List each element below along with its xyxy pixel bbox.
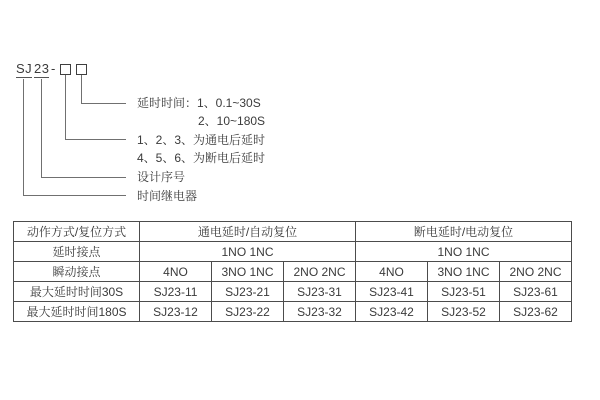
label-design-serial: 设计序号	[137, 170, 186, 184]
model-prefix: SJ	[16, 61, 33, 76]
cell-max180-model-0: SJ23-12	[140, 302, 212, 322]
connector-line-delay-mode-vertical	[65, 75, 66, 139]
cell-max180-model-5: SJ23-62	[500, 302, 572, 322]
cell-max30-model-2: SJ23-31	[284, 282, 356, 302]
connector-line-delay-mode-horizontal	[65, 139, 126, 140]
table-row-max-delay-30s	[14, 282, 572, 302]
connector-line-design-serial-vertical	[41, 79, 42, 177]
spec-table	[13, 221, 572, 322]
table-row-instant-contact	[14, 262, 572, 282]
connector-line-delay-time-vertical	[81, 75, 82, 103]
cell-max180-model-1: SJ23-22	[212, 302, 284, 322]
label-delay-time-range-2: 2、10~180S	[198, 114, 266, 128]
code-box-2	[76, 64, 87, 75]
cell-instant-contact-4: 3NO 1NC	[428, 262, 500, 282]
cell-instant-contact-3: 4NO	[356, 262, 428, 282]
table-row-action-mode	[14, 222, 572, 242]
cell-max180-label: 最大延时时间180S	[14, 302, 140, 322]
model-separator: -	[51, 61, 56, 76]
cell-instant-contact-2: 2NO 2NC	[284, 262, 356, 282]
cell-energize-group-header: 通电延时/自动复位	[140, 222, 356, 242]
label-energize-delay-codes: 1、2、3、为通电后延时	[137, 133, 266, 147]
connector-line-time-relay-horizontal	[23, 195, 126, 196]
cell-delay-contact-energize: 1NO 1NC	[140, 242, 356, 262]
cell-delay-contact-deenergize: 1NO 1NC	[356, 242, 572, 262]
code-box-1	[60, 64, 71, 75]
cell-max30-model-4: SJ23-51	[428, 282, 500, 302]
cell-max30-model-1: SJ23-21	[212, 282, 284, 302]
cell-deenergize-group-header: 断电延时/电动复位	[356, 222, 572, 242]
cell-max30-model-3: SJ23-41	[356, 282, 428, 302]
cell-max180-model-3: SJ23-42	[356, 302, 428, 322]
label-deenergize-delay-codes: 4、5、6、为断电后延时	[137, 151, 266, 165]
cell-instant-contact-1: 3NO 1NC	[212, 262, 284, 282]
label-time-relay: 时间继电器	[137, 189, 198, 203]
cell-instant-contact-0: 4NO	[140, 262, 212, 282]
connector-line-design-serial-horizontal	[41, 177, 126, 178]
model-series: 23	[34, 61, 50, 76]
cell-max180-model-4: SJ23-52	[428, 302, 500, 322]
connector-line-delay-time-horizontal	[81, 103, 126, 104]
label-delay-time-range-1: 延时时间：1、0.1~30S	[137, 96, 261, 110]
cell-max30-model-0: SJ23-11	[140, 282, 212, 302]
cell-action-mode-label: 动作方式/复位方式	[14, 222, 140, 242]
cell-instant-contact-5: 2NO 2NC	[500, 262, 572, 282]
cell-max30-model-5: SJ23-61	[500, 282, 572, 302]
table-row-delay-contact	[14, 242, 572, 262]
table-row-max-delay-180s	[14, 302, 572, 322]
connector-line-time-relay-vertical	[23, 79, 24, 195]
cell-delay-contact-label: 延时接点	[14, 242, 140, 262]
cell-max30-label: 最大延时时间30S	[14, 282, 140, 302]
cell-max180-model-2: SJ23-32	[284, 302, 356, 322]
cell-instant-contact-label: 瞬动接点	[14, 262, 140, 282]
